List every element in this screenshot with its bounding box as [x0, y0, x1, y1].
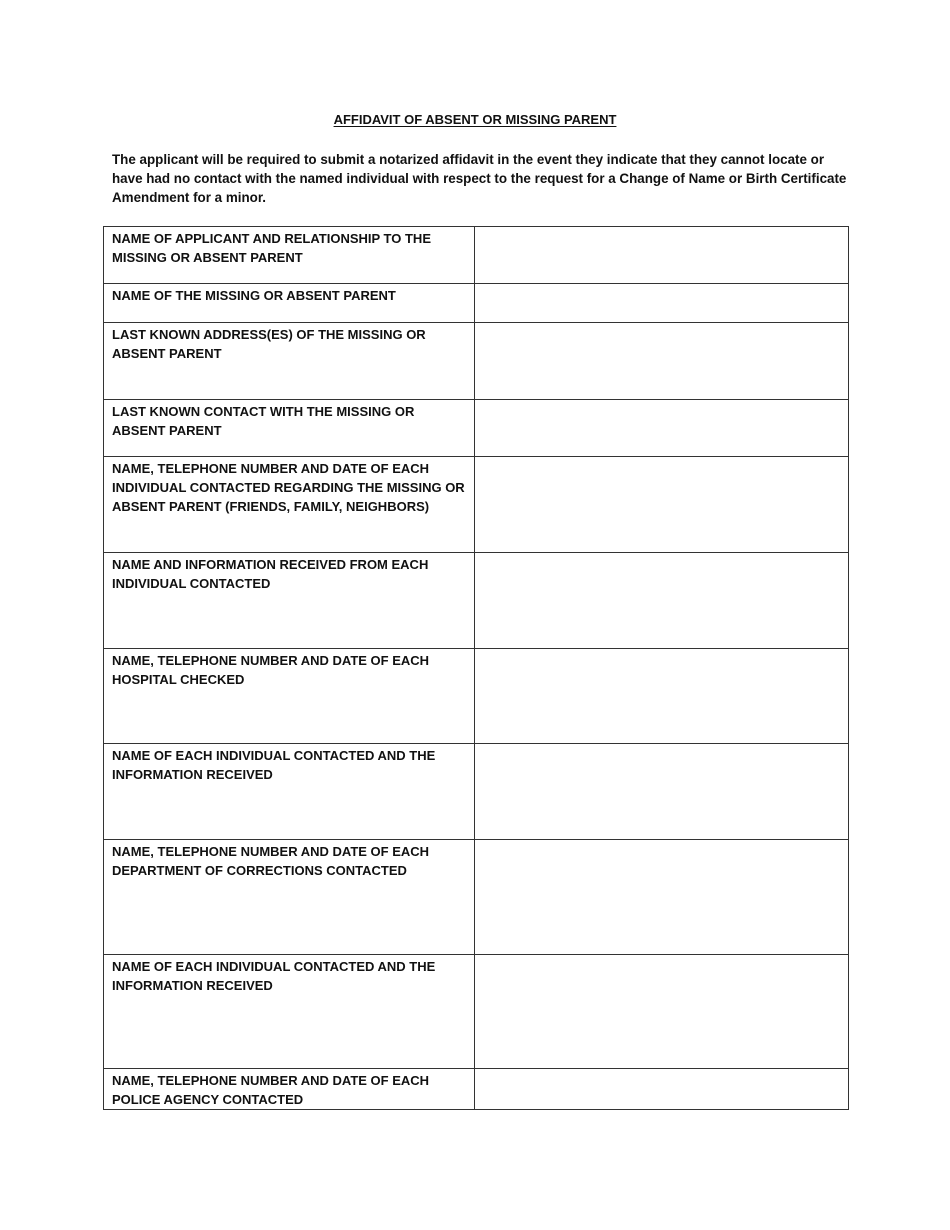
row-label-hospital-contacts-info: [104, 744, 475, 840]
absent-parent-name-field[interactable]: [475, 284, 849, 323]
row-label-text: NAME, TELEPHONE NUMBER AND DATE OF EACH INDIVIDUAL CONTACTED REGARDING THE MISSING OR ABSENT PARENT (FRIENDS, FAMILY, NEIGHBORS): [112, 461, 465, 514]
row-label-text: NAME OF APPLICANT AND RELATIONSHIP TO THE MISSING OR ABSENT PARENT: [112, 231, 431, 265]
table-row: [104, 227, 849, 284]
table-row: [104, 1069, 849, 1110]
table-row: [104, 400, 849, 457]
row-label-text: NAME OF THE MISSING OR ABSENT PARENT: [112, 288, 396, 303]
corrections-contacted-field[interactable]: [475, 840, 849, 955]
corrections-contacts-info-field[interactable]: [475, 955, 849, 1069]
row-label-last-known-contact: [104, 400, 475, 457]
table-row: [104, 955, 849, 1069]
police-agencies-contacted-field[interactable]: [475, 1069, 849, 1110]
row-label-text: NAME OF EACH INDIVIDUAL CONTACTED AND THE INFORMATION RECEIVED: [112, 748, 436, 782]
row-label-applicant-name: [104, 227, 475, 284]
table-row: [104, 553, 849, 649]
last-known-address-field[interactable]: [475, 323, 849, 400]
row-label-text: NAME AND INFORMATION RECEIVED FROM EACH INDIVIDUAL CONTACTED: [112, 557, 429, 591]
row-label-text: NAME, TELEPHONE NUMBER AND DATE OF EACH POLICE AGENCY CONTACTED: [112, 1073, 430, 1107]
table-row: [104, 284, 849, 323]
table-row: [104, 323, 849, 400]
last-known-contact-field[interactable]: [475, 400, 849, 457]
row-label-hospitals-checked: [104, 649, 475, 744]
individuals-contacted-field[interactable]: [475, 457, 849, 553]
row-label-police-agencies-contacted: [104, 1069, 475, 1110]
row-label-corrections-contacts-info: [104, 955, 475, 1069]
row-label-text: NAME OF EACH INDIVIDUAL CONTACTED AND THE INFORMATION RECEIVED: [112, 959, 436, 993]
row-label-text: LAST KNOWN ADDRESS(ES) OF THE MISSING OR ABSENT PARENT: [112, 327, 426, 361]
table-row: [104, 840, 849, 955]
row-label-text: LAST KNOWN CONTACT WITH THE MISSING OR ABSENT PARENT: [112, 404, 415, 438]
row-label-text: NAME, TELEPHONE NUMBER AND DATE OF EACH HOSPITAL CHECKED: [112, 653, 430, 687]
applicant-name-field[interactable]: [475, 227, 849, 284]
information-received-field[interactable]: [475, 553, 849, 649]
affidavit-form-table: [103, 226, 849, 1110]
row-label-text: NAME, TELEPHONE NUMBER AND DATE OF EACH DEPARTMENT OF CORRECTIONS CONTACTED: [112, 844, 430, 878]
row-label-last-known-address: [104, 323, 475, 400]
page-title: AFFIDAVIT OF ABSENT OR MISSING PARENT: [333, 112, 617, 127]
table-row: [104, 457, 849, 553]
intro-paragraph: The applicant will be required to submit a notarized affidavit in the event they indicate that they cannot locate or have had no contact with the named individual with respect to the request for a Change of Name or Birth Certificate Amendment for a minor.: [112, 152, 847, 205]
hospital-contacts-info-field[interactable]: [475, 744, 849, 840]
row-label-individuals-contacted: [104, 457, 475, 553]
row-label-absent-parent-name: [104, 284, 475, 323]
row-label-information-received: [104, 553, 475, 649]
table-row: [104, 744, 849, 840]
table-row: [104, 649, 849, 744]
row-label-corrections-contacted: [104, 840, 475, 955]
hospitals-checked-field[interactable]: [475, 649, 849, 744]
